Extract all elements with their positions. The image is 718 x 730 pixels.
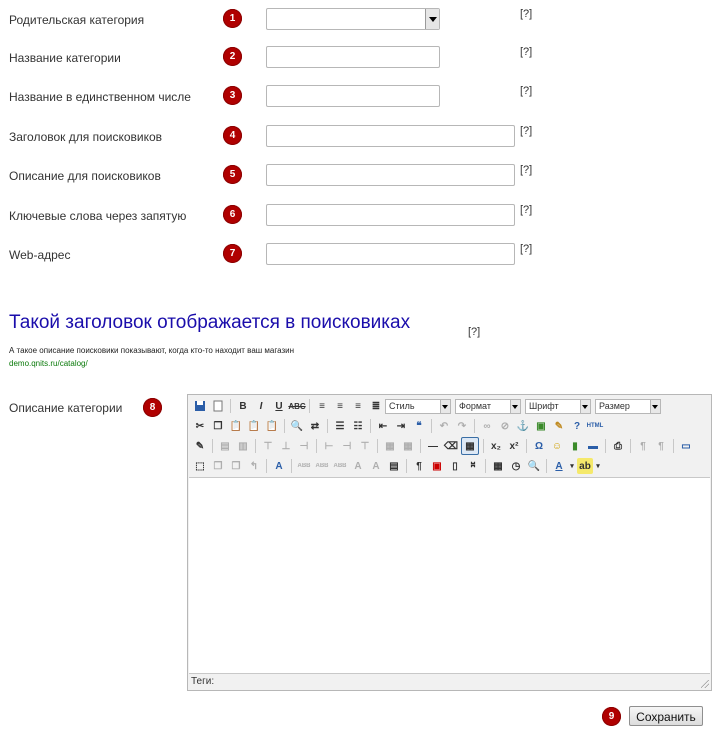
help-link[interactable]: [?] <box>520 204 533 216</box>
save-button[interactable]: Сохранить <box>629 706 703 726</box>
toolbar-separator <box>431 419 432 433</box>
underline-icon[interactable]: U <box>275 400 283 412</box>
toolbar-separator <box>546 459 547 473</box>
align-left-icon[interactable]: ≡ <box>319 400 325 412</box>
redo-icon[interactable]: ↷ <box>457 420 467 432</box>
snippet-preview-description: А такое описание поисковики показывают, когда кто-то находит ваш магазин <box>9 346 295 355</box>
align-justify-icon[interactable]: ≣ <box>371 400 381 412</box>
font-color-icon[interactable]: A <box>555 460 563 472</box>
toolbar-separator <box>284 419 285 433</box>
emoticon-icon[interactable]: ☺ <box>551 440 563 452</box>
chevron-down-icon[interactable]: ▾ <box>596 463 600 470</box>
field-row-seo-description <box>0 164 718 188</box>
abbr-icon[interactable]: ABB <box>315 463 329 469</box>
split-cells-icon[interactable]: ▦ <box>403 440 413 452</box>
step-badge: 1 <box>223 9 242 28</box>
label-web-address: Web-адрес <box>9 248 71 262</box>
find-icon[interactable]: 🔍 <box>290 420 304 432</box>
image-icon[interactable]: ▣ <box>536 420 546 432</box>
label-singular-name: Название в единственном числе <box>9 90 191 104</box>
ins-icon[interactable]: A <box>372 460 380 472</box>
help-link[interactable]: [?] <box>520 164 533 176</box>
horizontal-rule-icon[interactable]: — <box>428 440 438 452</box>
page-break-icon[interactable]: ▯ <box>452 460 458 472</box>
toolbar-separator <box>266 459 267 473</box>
category-name-input[interactable] <box>266 46 440 68</box>
toolbar-separator <box>370 419 371 433</box>
editor-content-area[interactable] <box>189 477 710 674</box>
seo-title-input[interactable] <box>266 125 515 147</box>
snippet-preview-title: Такой заголовок отображается в поисковиках <box>9 312 411 333</box>
toolbar-separator <box>230 399 231 413</box>
toolbar-separator <box>630 439 631 453</box>
unlink-icon[interactable]: ⊘ <box>500 420 510 432</box>
help-link[interactable]: [?] <box>520 8 533 20</box>
layer-icon[interactable]: ❐ <box>213 460 223 472</box>
size-select[interactable]: Размер <box>595 399 661 414</box>
insert-col-before-icon[interactable]: ⊢ <box>324 440 334 452</box>
template-icon[interactable]: ▣ <box>432 460 442 472</box>
acronym-icon[interactable]: ABB <box>333 463 347 469</box>
table-row-icon[interactable]: ▤ <box>220 440 230 452</box>
numbered-list-icon[interactable]: ☷ <box>353 420 363 432</box>
toolbar-separator <box>327 419 328 433</box>
cleanup-icon[interactable]: ✎ <box>554 420 564 432</box>
non-breaking-icon[interactable]: ⎶ <box>471 460 475 472</box>
italic-icon[interactable]: I <box>259 400 263 412</box>
toolbar-separator <box>483 439 484 453</box>
parent-category-select[interactable] <box>266 8 440 30</box>
special-char-icon[interactable]: Ω <box>534 440 544 452</box>
snippet-preview-url: demo.qnits.ru/catalog/ <box>9 359 88 368</box>
insert-time-icon[interactable]: ◷ <box>511 460 521 472</box>
visual-aid-icon[interactable]: ▦ <box>461 437 479 455</box>
step-badge: 2 <box>223 47 242 66</box>
paste-word-icon[interactable]: 📋 <box>265 420 279 432</box>
field-row-web-address <box>0 243 718 267</box>
indent-icon[interactable]: ⇥ <box>396 420 406 432</box>
merge-cells-icon[interactable]: ▦ <box>385 440 395 452</box>
delete-row-icon[interactable]: ⊣ <box>299 440 309 452</box>
copy-icon[interactable]: ❐ <box>213 420 223 432</box>
insert-date-icon[interactable]: ▦ <box>493 460 503 472</box>
help-link[interactable]: [?] <box>468 326 481 338</box>
toolbar-separator <box>485 459 486 473</box>
blockquote-icon[interactable]: ❝ <box>416 420 422 432</box>
save-icon[interactable] <box>192 398 208 414</box>
help-link[interactable]: [?] <box>520 243 533 255</box>
edit-icon[interactable]: ✎ <box>195 440 205 452</box>
fullscreen-icon[interactable]: ▭ <box>681 440 691 452</box>
field-row-singular-name <box>0 85 718 109</box>
insert-row-before-icon[interactable]: ⊤ <box>263 440 273 452</box>
media-icon[interactable]: ▮ <box>572 440 578 452</box>
rtl-icon[interactable]: ¶ <box>658 440 664 452</box>
show-blocks-icon[interactable]: ¶ <box>416 460 422 472</box>
toolbar-row <box>191 397 665 415</box>
new-page-icon[interactable] <box>210 398 226 414</box>
label-parent-category: Родительская категория <box>9 13 145 27</box>
align-right-icon[interactable]: ≡ <box>355 400 361 412</box>
strikethrough-icon[interactable]: ABC <box>288 401 306 411</box>
replace-icon[interactable]: ⇄ <box>310 420 320 432</box>
outdent-icon[interactable]: ⇤ <box>378 420 388 432</box>
highlight-color-icon[interactable]: ab <box>577 458 593 474</box>
toolbar-row <box>191 437 695 455</box>
toolbar-separator <box>316 439 317 453</box>
toolbar-separator <box>255 439 256 453</box>
field-row-parent-category <box>0 8 718 32</box>
style-select[interactable]: Стиль <box>385 399 451 414</box>
label-seo-title: Заголовок для поисковиков <box>9 130 163 144</box>
attributes-icon[interactable]: ▤ <box>389 460 399 472</box>
format-select[interactable]: Формат <box>455 399 521 414</box>
spellcheck-icon[interactable]: ▬ <box>588 440 598 452</box>
undo-icon[interactable]: ↶ <box>439 420 449 432</box>
toolbar-separator <box>474 419 475 433</box>
label-category-name: Название категории <box>9 51 121 65</box>
step-badge: 6 <box>223 205 242 224</box>
chevron-down-icon[interactable] <box>580 400 590 413</box>
editor-status-path: Теги: <box>191 676 215 687</box>
print-icon[interactable]: ⎙ <box>614 440 622 452</box>
help-link[interactable]: [?] <box>520 125 533 137</box>
chevron-down-icon[interactable]: ▾ <box>570 463 574 470</box>
keywords-input[interactable] <box>266 204 515 226</box>
select-all-icon[interactable]: ⬚ <box>195 460 205 472</box>
superscript-icon[interactable]: x² <box>509 440 519 452</box>
label-seo-description: Описание для поисковиков <box>9 169 161 183</box>
html-source-icon[interactable]: HTML <box>586 423 604 429</box>
web-address-input[interactable] <box>266 243 515 265</box>
seo-description-input[interactable] <box>266 164 515 186</box>
chevron-down-icon[interactable] <box>425 9 439 29</box>
cite-icon[interactable]: ABB <box>297 463 311 469</box>
toolbar-row <box>191 457 602 475</box>
insert-col-after-icon[interactable]: ⊣ <box>342 440 352 452</box>
subscript-icon[interactable]: x₂ <box>490 440 501 452</box>
bulleted-list-icon[interactable]: ☰ <box>335 420 345 432</box>
chevron-down-icon[interactable] <box>510 400 520 413</box>
toolbar-separator <box>605 439 606 453</box>
resize-grip-icon[interactable] <box>701 680 709 688</box>
field-row-seo-title <box>0 125 718 149</box>
eraser-icon[interactable]: ⌫ <box>443 440 459 452</box>
table-col-icon[interactable]: ▥ <box>238 440 248 452</box>
toolbar-separator <box>377 439 378 453</box>
toolbar-separator <box>673 439 674 453</box>
rich-text-editor <box>187 394 712 691</box>
toolbar-separator <box>526 439 527 453</box>
step-badge: 9 <box>602 707 621 726</box>
toolbar-separator <box>420 439 421 453</box>
paste-icon[interactable]: 📋 <box>229 420 243 432</box>
step-badge: 3 <box>223 86 242 105</box>
bold-icon[interactable]: B <box>239 400 247 412</box>
link-icon[interactable]: ∞ <box>483 420 491 432</box>
field-row-category-name <box>0 46 718 70</box>
chevron-down-icon[interactable] <box>650 400 660 413</box>
styles-icon[interactable]: A <box>275 460 283 472</box>
paste-text-icon[interactable]: 📋 <box>247 420 261 432</box>
toolbar-separator <box>406 459 407 473</box>
toolbar-separator <box>291 459 292 473</box>
delete-col-icon[interactable]: ⊤ <box>360 440 370 452</box>
step-badge: 5 <box>223 165 242 184</box>
font-select[interactable]: Шрифт <box>525 399 591 414</box>
align-center-icon[interactable]: ≡ <box>337 400 343 412</box>
del-icon[interactable]: A <box>354 460 362 472</box>
anchor-icon[interactable]: ⚓ <box>516 420 530 432</box>
step-badge: 8 <box>143 398 162 417</box>
singular-name-input[interactable] <box>266 85 440 107</box>
layer-forward-icon[interactable]: ❐ <box>231 460 241 472</box>
help-link[interactable]: [?] <box>520 85 533 97</box>
label-category-description: Описание категории <box>9 401 123 415</box>
help-icon[interactable]: ? <box>573 420 581 432</box>
preview-icon[interactable]: 🔍 <box>527 460 541 472</box>
layer-backward-icon[interactable]: ↰ <box>249 460 259 472</box>
insert-row-after-icon[interactable]: ⊥ <box>281 440 291 452</box>
label-keywords: Ключевые слова через запятую <box>9 209 187 223</box>
help-link[interactable]: [?] <box>520 46 533 58</box>
step-badge: 7 <box>223 244 242 263</box>
chevron-down-icon[interactable] <box>440 400 450 413</box>
toolbar-separator <box>309 399 310 413</box>
toolbar-row <box>191 417 604 435</box>
field-row-keywords <box>0 204 718 228</box>
step-badge: 4 <box>223 126 242 145</box>
ltr-icon[interactable]: ¶ <box>640 440 646 452</box>
toolbar-separator <box>212 439 213 453</box>
cut-icon[interactable]: ✂ <box>195 420 205 432</box>
